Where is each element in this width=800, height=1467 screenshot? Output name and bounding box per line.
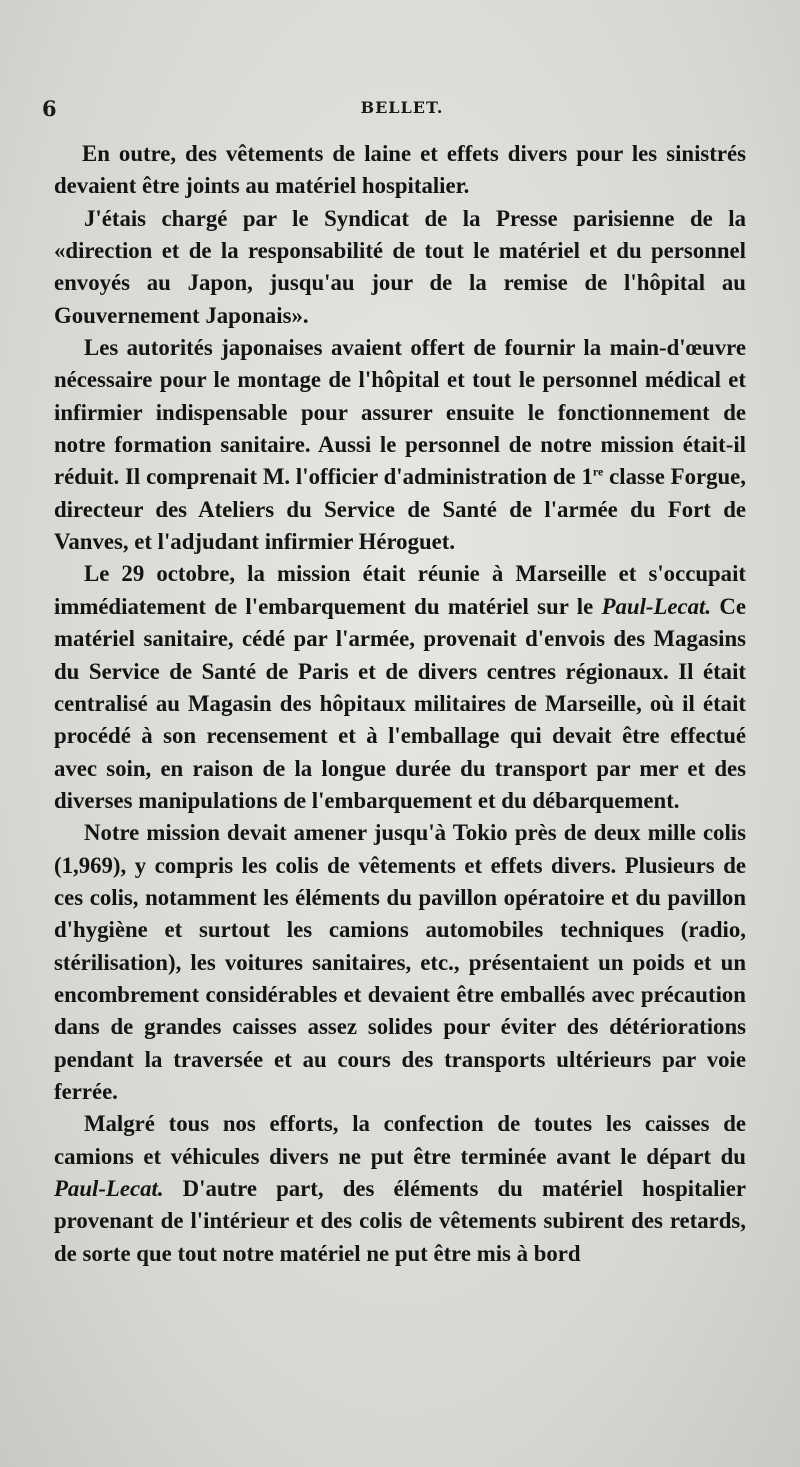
paragraph-3 <box>54 332 746 558</box>
paragraph-1: En outre, des vêtements de laine et effets divers pour les sinistrés devaient être joints au matériel hospitalier. <box>54 141 746 199</box>
paragraph-5: Notre mission devait amener jusqu'à Tokio près de deux mille colis (1,969), y compris les colis de vêtements et effets divers. Plusieurs de ces colis, notamment les éléments du pavillon opératoire et du pavillon d'hygiène et surtout les camions automobiles techniques (radio, stérilisation), les voitures sanitaires, etc., présentaient un poids et un encombrement considérables et devaient être emballés avec précaution dans de grandes caisses assez solides pour éviter des détériorations pendant la traversée et au cours des transports ultérieurs par voie ferrée. <box>54 820 746 1104</box>
ship-name: Paul-Lecat. <box>54 1176 164 1201</box>
ordinal-superscript: re <box>592 464 604 479</box>
body-text <box>54 138 746 1270</box>
paragraph-4-text-end: Ce matériel sanitaire, cédé par l'armée, provenait d'envois des Magasins du Service de Santé de Paris et de divers centres régionaux. Il était centralisé au Magasin des hôpitaux militaires de Marseille, où il était procédé à son recensement et à l'emballage qui devait être effectué avec soin, en raison de la longue durée du transport par mer et des diverses manipulations de l'embarquement et du débarquement. <box>54 593 747 813</box>
paragraph-4-text: Le 29 octobre, la mission était réunie à Marseille et s'occupait immédiatement de l'embarquement du matériel sur le <box>54 561 746 619</box>
paragraph-6-text-end: D'autre part, des éléments du matériel hospitalier provenant de l'intérieur et des colis de vêtements subirent des retards, de sorte que tout notre matériel ne put être mis à bord <box>54 1176 746 1266</box>
ship-name: Paul-Lecat. <box>601 593 712 619</box>
running-title: BELLET. <box>360 98 444 117</box>
page-number: 6 <box>42 96 57 121</box>
running-head <box>42 96 762 126</box>
paragraph-2: J'étais chargé par le Syndicat de la Presse parisienne de la «direction et de la responsabilité de tout le matériel et du personnel envoyés au Japon, jusqu'au jour de la remise de l'hôpital au Gouvernement Japonais». <box>54 205 746 328</box>
paragraph-6 <box>54 1108 746 1270</box>
paragraph-3-text: Les autorités japonaises avaient offert de fournir la main-d'œuvre nécessaire pour le montage de l'hôpital et tout le personnel médical et infirmier indispensable pour assurer ensuite le fonctionnement de notre formation sanitaire. Aussi le personnel de notre mission était-il réduit. Il comprenait M. l'officier d'administration de 1 <box>54 335 746 490</box>
paragraph-6-text: Malgré tous nos efforts, la confection de toutes les caisses de camions et véhicules divers ne put être terminée avant le départ du <box>54 1111 746 1169</box>
paragraph-4 <box>54 558 746 817</box>
paragraph-3-text-end: classe Forgue, directeur des Ateliers du Service de Santé de l'armée du Fort de Vanves, et l'adjudant infirmier Héroguet. <box>54 464 746 555</box>
